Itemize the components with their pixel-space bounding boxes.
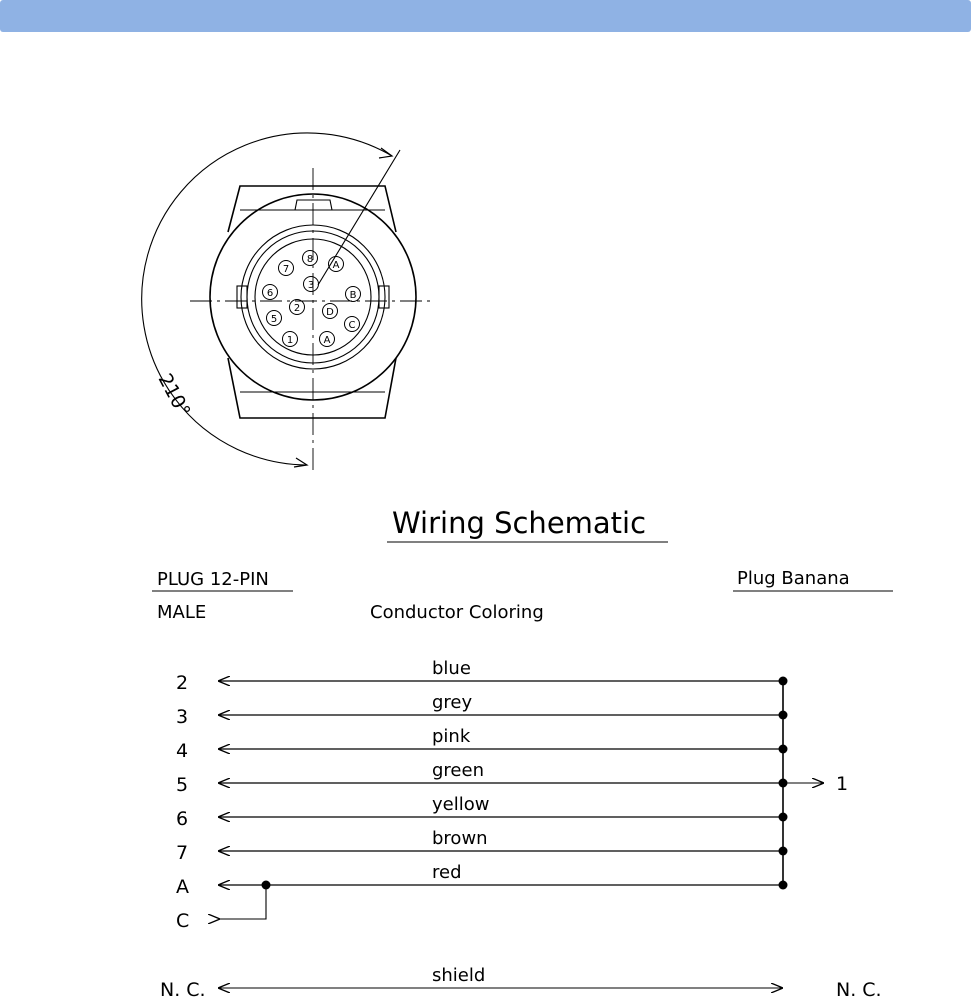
- jumper-a-c: [219, 885, 266, 919]
- conductor-coloring-header: Conductor Coloring: [370, 602, 544, 623]
- connector-pin-label: 7: [282, 264, 290, 275]
- connector-pin-label: C: [348, 320, 356, 331]
- connector-pin-label: D: [326, 307, 334, 318]
- wire-row: [176, 862, 788, 898]
- wire-list: [176, 658, 788, 898]
- wire-pin-label: A: [176, 876, 189, 898]
- wire-row: [176, 692, 788, 728]
- wire-pin-label: 5: [176, 774, 189, 796]
- connector-pin-label: 3: [307, 280, 315, 291]
- connector-pin: [303, 251, 318, 266]
- connector-pin-label: A: [332, 260, 340, 271]
- connector-pin: [346, 287, 361, 302]
- wire-row: [176, 828, 788, 864]
- left-subheader: MALE: [157, 602, 207, 623]
- connector-pin: [304, 277, 319, 292]
- wire-color-label: grey: [432, 692, 473, 713]
- connector-pin: [323, 304, 338, 319]
- connector-pin: [290, 300, 305, 315]
- wire-color-label: green: [432, 760, 484, 781]
- connector-pin: [267, 311, 282, 326]
- connector-pin: [320, 332, 335, 347]
- wire-color-label: red: [432, 862, 462, 883]
- wire-pin-label: 2: [176, 672, 189, 694]
- pin-label-c: C: [176, 910, 190, 932]
- connector-pin-label: A: [323, 335, 331, 346]
- connector-pin-label: 6: [266, 288, 274, 299]
- connector-pin-label: 8: [306, 254, 314, 265]
- wire-row: [176, 794, 788, 830]
- wire-color-label: brown: [432, 828, 488, 849]
- wire-pin-label: 7: [176, 842, 189, 864]
- connector-pin: [283, 332, 298, 347]
- connector-bottom-tab: [228, 358, 396, 418]
- connector-pins: [263, 251, 361, 347]
- wire-color-label: pink: [432, 726, 471, 747]
- connector-pin-label: 1: [286, 335, 294, 346]
- wire-row: [176, 760, 788, 796]
- right-header: Plug Banana: [737, 568, 850, 589]
- wire-color-label: blue: [432, 658, 471, 679]
- connector-pin: [345, 317, 360, 332]
- connector-pin: [279, 261, 294, 276]
- connector-pin-label: 2: [293, 303, 301, 314]
- connector-pin: [263, 285, 278, 300]
- connector-view: [142, 133, 432, 470]
- wire-pin-label: 6: [176, 808, 189, 830]
- wire-row: [176, 658, 788, 694]
- angle-label: 210°: [153, 370, 195, 421]
- schematic-title: Wiring Schematic: [392, 506, 647, 540]
- connector-pin-label: B: [349, 290, 357, 301]
- connector-pin-label: 5: [270, 314, 278, 325]
- wire-pin-label: 3: [176, 706, 189, 728]
- wire-color-label: yellow: [432, 794, 490, 815]
- shield-right-label: N. C.: [836, 979, 882, 1001]
- wire-pin-label: 4: [176, 740, 189, 762]
- shield-left-label: N. C.: [160, 979, 206, 1001]
- output-label: 1: [836, 773, 849, 795]
- wire-row: [176, 726, 788, 762]
- shield-label: shield: [432, 965, 486, 986]
- left-header: PLUG 12-PIN: [157, 569, 269, 590]
